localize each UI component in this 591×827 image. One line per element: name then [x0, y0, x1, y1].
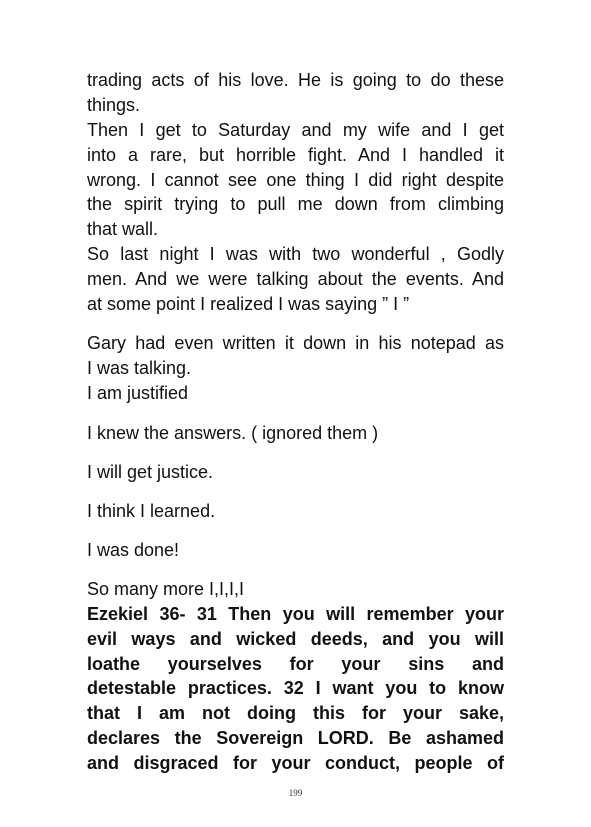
text-line: So many more I,I,I,I — [87, 579, 245, 599]
text-line: trading acts of his love. He is going to do these — [87, 70, 504, 90]
text-line: men. And we were talking about the events. And — [87, 268, 504, 289]
paragraph-trading-acts — [87, 68, 504, 118]
text-line: wrong. I cannot see one thing I did right despite — [87, 169, 504, 190]
text-line: Gary had even written it down in his notepad as — [87, 333, 504, 353]
paragraph-done — [87, 538, 504, 563]
paragraph-godly-men — [87, 242, 504, 316]
text-line: evil ways and wicked deeds, and you will — [87, 628, 504, 649]
text-line: at some point I realized I was saying ” I ” — [87, 293, 410, 314]
paragraph-gary-notepad — [87, 331, 504, 405]
text-line: the spirit trying to pull me down from climbing — [87, 194, 504, 215]
text-line: I was talking. — [87, 357, 192, 378]
paragraph-justice — [87, 460, 504, 485]
text-line: So last night I was with two wonderful , Godly — [87, 244, 504, 264]
text-line: I am justified — [87, 382, 189, 403]
text-line: and disgraced for your conduct, people of — [87, 752, 504, 773]
paragraph-learned — [87, 499, 504, 524]
text-line: detestable practices. 32 I want you to know — [87, 678, 504, 699]
page-number: 199 — [288, 788, 303, 798]
paragraph-knew-answers — [87, 421, 504, 446]
paragraph-saturday-fight — [87, 118, 504, 242]
text-line: Ezekiel 36- 31 Then you will remember your — [87, 604, 504, 624]
text-line: that wall. — [87, 219, 159, 240]
scripture-ezekiel — [87, 602, 504, 776]
text-line: into a rare, but horrible fight. And I handled it — [87, 144, 504, 165]
text-line: I was done! — [87, 540, 180, 560]
text-line: loathe yourselves for your sins and — [87, 653, 504, 674]
text-line: that I am not doing this for your sake, — [87, 703, 504, 724]
text-line: things. — [87, 94, 141, 115]
text-line: declares the Sovereign LORD. Be ashamed — [87, 727, 504, 748]
text-line: I knew the answers. ( ignored them ) — [87, 423, 379, 443]
text-line: Then I get to Saturday and my wife and I get — [87, 120, 504, 140]
text-line: I will get justice. — [87, 462, 214, 482]
paragraph-many-more — [87, 577, 504, 602]
text-line: I think I learned. — [87, 501, 216, 521]
